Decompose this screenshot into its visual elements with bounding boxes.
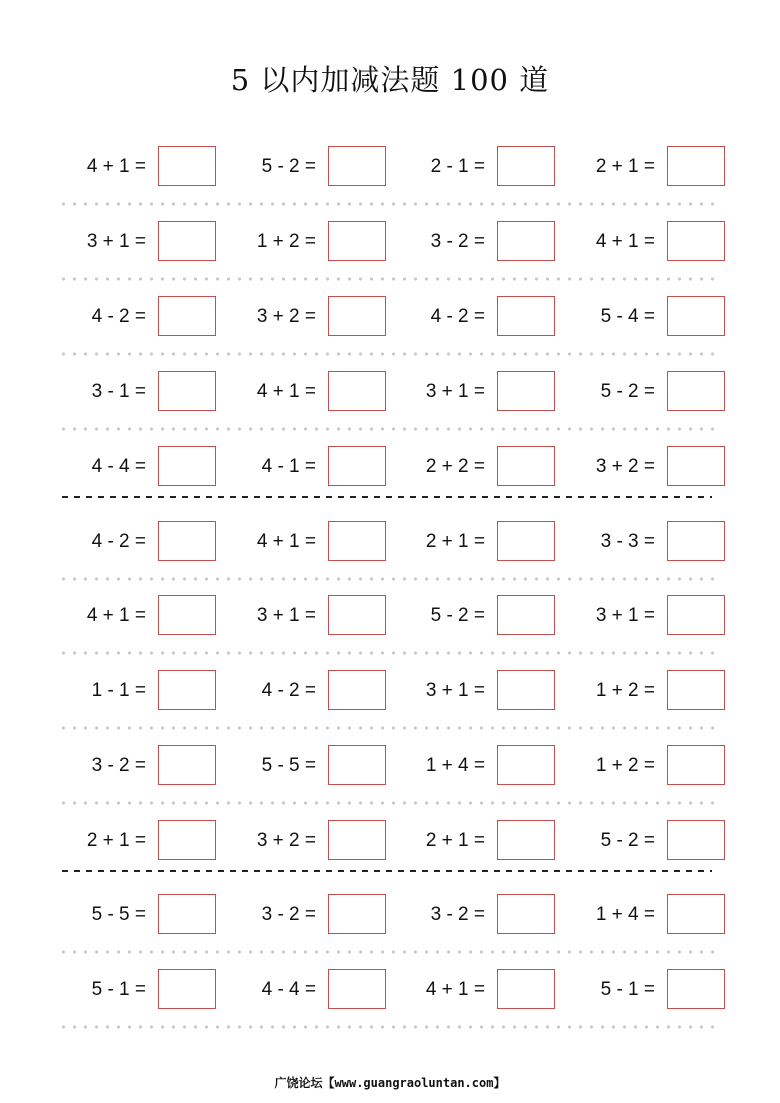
- problem-item: [46, 445, 216, 489]
- problem-row: [0, 520, 780, 564]
- problem-item: [216, 445, 386, 489]
- problem-row: [0, 744, 780, 788]
- problem-row: [0, 145, 780, 189]
- row-dotted-separator: [58, 726, 718, 730]
- answer-box[interactable]: [497, 969, 555, 1009]
- answer-box[interactable]: [497, 371, 555, 411]
- problem-row: [0, 968, 780, 1012]
- problem-expression: 3 + 2 =: [256, 830, 316, 851]
- problem-row: [0, 445, 780, 489]
- problem-item: [46, 669, 216, 713]
- problem-expression: 1 + 4 =: [425, 755, 485, 776]
- problem-item: [46, 220, 216, 264]
- problem-expression: 4 - 2 =: [430, 306, 485, 327]
- problem-expression: 4 + 1 =: [86, 156, 146, 177]
- problem-expression: 1 - 1 =: [91, 680, 146, 701]
- problem-expression: 3 + 1 =: [256, 605, 316, 626]
- answer-box[interactable]: [667, 146, 725, 186]
- answer-box[interactable]: [158, 446, 216, 486]
- problem-expression: 4 - 2 =: [91, 306, 146, 327]
- problem-item: [216, 669, 386, 713]
- problem-expression: 4 - 4 =: [261, 979, 316, 1000]
- problem-expression: 5 - 5 =: [91, 904, 146, 925]
- problem-expression: 2 + 1 =: [425, 531, 485, 552]
- answer-box[interactable]: [158, 521, 216, 561]
- problem-expression: 5 - 2 =: [430, 605, 485, 626]
- answer-box[interactable]: [667, 969, 725, 1009]
- problem-expression: 3 - 2 =: [261, 904, 316, 925]
- problem-item: [46, 370, 216, 414]
- answer-box[interactable]: [497, 595, 555, 635]
- problem-item: [46, 819, 216, 863]
- problem-expression: 2 + 1 =: [595, 156, 655, 177]
- problem-expression: 5 - 1 =: [600, 979, 655, 1000]
- answer-box[interactable]: [667, 894, 725, 934]
- problem-expression: 2 - 1 =: [430, 156, 485, 177]
- problem-expression: 5 - 2 =: [600, 381, 655, 402]
- problem-item: [385, 819, 555, 863]
- problem-item: [46, 968, 216, 1012]
- answer-box[interactable]: [667, 296, 725, 336]
- problem-item: [216, 819, 386, 863]
- row-dotted-separator: [58, 277, 718, 281]
- section-dashed-separator: [62, 496, 712, 498]
- problem-row: [0, 669, 780, 713]
- answer-box[interactable]: [667, 745, 725, 785]
- problem-item: [216, 744, 386, 788]
- row-dotted-separator: [58, 950, 718, 954]
- problem-item: [46, 520, 216, 564]
- row-dotted-separator: [58, 1025, 718, 1029]
- problem-item: [46, 744, 216, 788]
- answer-box[interactable]: [158, 296, 216, 336]
- answer-box[interactable]: [667, 446, 725, 486]
- problem-item: [385, 968, 555, 1012]
- problem-item: [555, 669, 725, 713]
- problem-expression: 1 + 2 =: [595, 755, 655, 776]
- problem-row: [0, 594, 780, 638]
- problem-expression: 4 - 1 =: [261, 456, 316, 477]
- answer-box[interactable]: [328, 595, 386, 635]
- answer-box[interactable]: [497, 820, 555, 860]
- answer-box[interactable]: [158, 670, 216, 710]
- answer-box[interactable]: [497, 521, 555, 561]
- problem-item: [216, 220, 386, 264]
- answer-box[interactable]: [158, 146, 216, 186]
- problem-item: [555, 145, 725, 189]
- problem-item: [555, 594, 725, 638]
- answer-box[interactable]: [328, 371, 386, 411]
- problem-item: [216, 295, 386, 339]
- answer-box[interactable]: [158, 221, 216, 261]
- problem-expression: 3 - 2 =: [430, 904, 485, 925]
- problem-expression: 4 + 1 =: [86, 605, 146, 626]
- problem-item: [385, 594, 555, 638]
- answer-box[interactable]: [328, 221, 386, 261]
- answer-box[interactable]: [667, 820, 725, 860]
- problem-expression: 3 - 3 =: [600, 531, 655, 552]
- worksheet-title: 5 以内加减法题 100 道: [230, 63, 550, 97]
- answer-box[interactable]: [497, 894, 555, 934]
- problem-expression: 3 - 2 =: [430, 231, 485, 252]
- problem-item: [555, 295, 725, 339]
- problem-item: [216, 520, 386, 564]
- answer-box[interactable]: [667, 221, 725, 261]
- problem-expression: 1 + 2 =: [256, 231, 316, 252]
- problem-expression: 3 + 2 =: [256, 306, 316, 327]
- answer-box[interactable]: [497, 296, 555, 336]
- problem-row: [0, 370, 780, 414]
- problem-expression: 3 + 2 =: [595, 456, 655, 477]
- problem-expression: 3 - 1 =: [91, 381, 146, 402]
- problem-expression: 1 + 4 =: [595, 904, 655, 925]
- problem-item: [216, 145, 386, 189]
- problem-expression: 5 - 1 =: [91, 979, 146, 1000]
- answer-box[interactable]: [328, 521, 386, 561]
- problem-expression: 2 + 2 =: [425, 456, 485, 477]
- problem-item: [555, 520, 725, 564]
- problem-item: [385, 370, 555, 414]
- answer-box[interactable]: [328, 820, 386, 860]
- row-dotted-separator: [58, 427, 718, 431]
- row-dotted-separator: [58, 577, 718, 581]
- row-dotted-separator: [58, 651, 718, 655]
- answer-box[interactable]: [497, 446, 555, 486]
- answer-box[interactable]: [328, 146, 386, 186]
- row-dotted-separator: [58, 352, 718, 356]
- answer-box[interactable]: [667, 521, 725, 561]
- problem-item: [385, 744, 555, 788]
- problem-item: [46, 295, 216, 339]
- problem-item: [216, 370, 386, 414]
- problem-item: [555, 445, 725, 489]
- problem-item: [555, 744, 725, 788]
- problem-item: [555, 893, 725, 937]
- problem-expression: 3 + 1 =: [425, 680, 485, 701]
- problem-expression: 4 - 2 =: [261, 680, 316, 701]
- answer-box[interactable]: [497, 670, 555, 710]
- problem-item: [385, 669, 555, 713]
- problem-expression: 5 - 5 =: [261, 755, 316, 776]
- row-dotted-separator: [58, 801, 718, 805]
- row-dotted-separator: [58, 202, 718, 206]
- answer-box[interactable]: [158, 371, 216, 411]
- problem-item: [216, 893, 386, 937]
- problem-expression: 3 + 1 =: [86, 231, 146, 252]
- answer-box[interactable]: [328, 670, 386, 710]
- problem-item: [216, 968, 386, 1012]
- problem-expression: 2 + 1 =: [86, 830, 146, 851]
- problem-expression: 5 - 2 =: [600, 830, 655, 851]
- problem-item: [46, 594, 216, 638]
- answer-box[interactable]: [328, 446, 386, 486]
- problem-item: [555, 370, 725, 414]
- problem-expression: 4 - 2 =: [91, 531, 146, 552]
- problem-item: [385, 445, 555, 489]
- problem-item: [555, 819, 725, 863]
- answer-box[interactable]: [497, 146, 555, 186]
- answer-box[interactable]: [328, 969, 386, 1009]
- problem-item: [385, 520, 555, 564]
- problem-item: [385, 295, 555, 339]
- answer-box[interactable]: [328, 296, 386, 336]
- answer-box[interactable]: [497, 221, 555, 261]
- problem-row: [0, 295, 780, 339]
- answer-box[interactable]: [158, 820, 216, 860]
- problem-row: [0, 220, 780, 264]
- problem-item: [46, 145, 216, 189]
- problem-expression: 5 - 2 =: [261, 156, 316, 177]
- problem-item: [555, 220, 725, 264]
- problem-item: [555, 968, 725, 1012]
- problem-item: [216, 594, 386, 638]
- problem-expression: 4 + 1 =: [595, 231, 655, 252]
- problem-expression: 5 - 4 =: [600, 306, 655, 327]
- problem-expression: 3 - 2 =: [91, 755, 146, 776]
- problem-item: [385, 145, 555, 189]
- answer-box[interactable]: [328, 894, 386, 934]
- problem-expression: 4 - 4 =: [91, 456, 146, 477]
- answer-box[interactable]: [667, 371, 725, 411]
- answer-box[interactable]: [497, 745, 555, 785]
- problem-expression: 4 + 1 =: [256, 381, 316, 402]
- answer-box[interactable]: [158, 595, 216, 635]
- answer-box[interactable]: [158, 969, 216, 1009]
- problem-expression: 1 + 2 =: [595, 680, 655, 701]
- problem-row: [0, 893, 780, 937]
- problem-row: [0, 819, 780, 863]
- answer-box[interactable]: [158, 745, 216, 785]
- problem-item: [46, 893, 216, 937]
- section-dashed-separator: [62, 870, 712, 872]
- footer-source: 广饶论坛【www.guangraoluntan.com】: [274, 1076, 506, 1090]
- answer-box[interactable]: [667, 595, 725, 635]
- problem-expression: 4 + 1 =: [425, 979, 485, 1000]
- problem-item: [385, 220, 555, 264]
- answer-box[interactable]: [158, 894, 216, 934]
- answer-box[interactable]: [328, 745, 386, 785]
- problem-expression: 2 + 1 =: [425, 830, 485, 851]
- problem-expression: 3 + 1 =: [425, 381, 485, 402]
- problem-expression: 4 + 1 =: [256, 531, 316, 552]
- answer-box[interactable]: [667, 670, 725, 710]
- problem-item: [385, 893, 555, 937]
- problem-expression: 3 + 1 =: [595, 605, 655, 626]
